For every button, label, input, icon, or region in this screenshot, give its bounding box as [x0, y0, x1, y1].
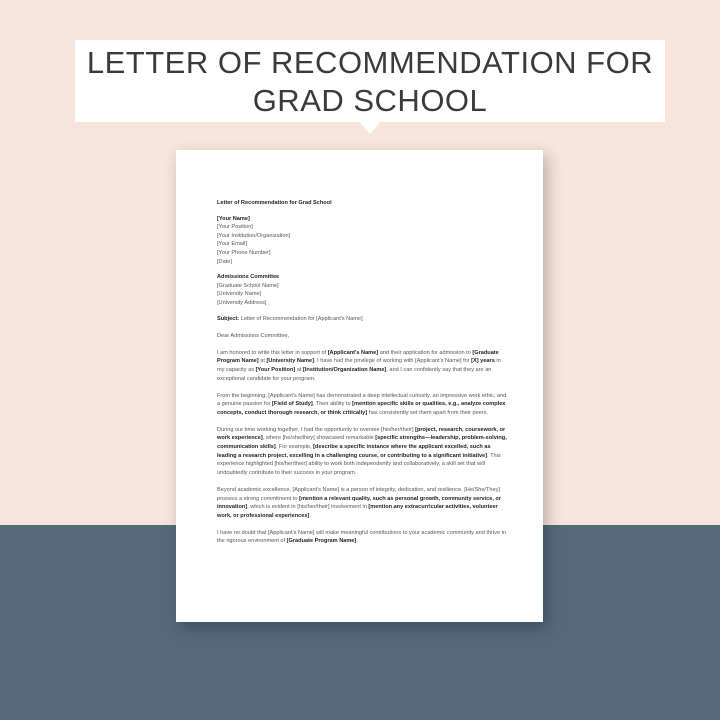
- subject-text: Letter of Recommendation for [Applicant's Name]: [239, 315, 363, 322]
- paragraph-text: Beyond academic excellence, [Applicant's Name] is a person of integrity, dedication, and resilience. [He/She/They] possess a strong commitment to: [217, 486, 500, 502]
- banner-pointer: [358, 120, 382, 134]
- paragraph-text: , where [he/she/they] showcased remarkable: [262, 435, 376, 442]
- paragraph-text: From the beginning, [Applicant's Name] has demonstrated a deep intellectual curiosity, an impressive work ethic, and a genuine passion for: [217, 392, 507, 408]
- placeholder-bold-text: [mention any extracurricular activities, volunteer work, or professional experiences]: [217, 504, 498, 519]
- placeholder-bold-text: [Institution/Organization Name]: [303, 366, 387, 373]
- paragraph-text: , and I can confidently say that they are an exceptional candidate for your program.: [217, 366, 492, 382]
- sender-line: [Your Institution/Organization]: [217, 232, 291, 239]
- letter-title: Letter of Recommendation for Grad School: [217, 200, 332, 206]
- recipient-name: Admissions Committee: [217, 274, 280, 281]
- paragraph-text: .: [356, 538, 358, 545]
- letter-paragraphs: [217, 349, 507, 546]
- sender-name: [Your Name]: [217, 215, 250, 222]
- paragraph-text: .: [309, 512, 311, 519]
- letter-paragraph: [217, 392, 507, 418]
- paragraph-text: in my capacity as: [217, 358, 501, 373]
- recipient-line: [University Address]: [217, 299, 267, 306]
- placeholder-bold-text: [Applicant's Name]: [327, 349, 379, 356]
- paragraph-text: . Their ability to: [312, 401, 353, 408]
- sender-block: [217, 215, 507, 267]
- placeholder-bold-text: [Graduate Program Name]: [286, 538, 357, 545]
- placeholder-bold-text: [specific strengths—leadership, problem-solving, communication skills]: [217, 435, 507, 451]
- placeholder-bold-text: [Your Position]: [255, 366, 296, 373]
- sender-line: [Your Email]: [217, 241, 247, 248]
- placeholder-bold-text: [X] years: [471, 358, 495, 365]
- recipient-line: [Graduate School Name]: [217, 282, 279, 289]
- placeholder-bold-text: [Field of Study]: [272, 401, 313, 408]
- paragraph-text: at: [258, 358, 267, 365]
- title-banner: [75, 40, 665, 122]
- paragraph-text: at: [295, 366, 304, 373]
- paragraph-text: During our time working together, I had the opportunity to oversee [his/her/their]: [217, 426, 416, 433]
- letter-paragraph: [217, 349, 507, 383]
- placeholder-bold-text: [describe a specific instance where the applicant excelled, such as leading a research project, excelling in a challenging course, or contributing to a significant initiative]: [217, 444, 491, 459]
- letter-paragraph: [217, 426, 507, 478]
- paragraph-text: . I have had the privilege of working with [Applicant's Name] for: [314, 358, 472, 365]
- paragraph-text: has consistently set them apart from their peers.: [367, 409, 489, 416]
- paragraph-text: . For example,: [275, 444, 314, 451]
- paragraph-text: and their application for admission to: [378, 349, 473, 356]
- recipient-line: [University Name]: [217, 291, 262, 298]
- paragraph-text: , which is evident in [his/her/their] involvement in: [247, 504, 369, 511]
- placeholder-bold-text: [project, research, coursework, or work experience]: [217, 426, 506, 442]
- placeholder-bold-text: [mention a relevant quality, such as personal growth, community service, or innovation]: [217, 495, 502, 511]
- paragraph-text: I am honored to write this letter in support of: [217, 349, 328, 356]
- placeholder-bold-text: [Graduate Program Name]: [217, 349, 499, 365]
- salutation: Dear Admissions Committee,: [217, 332, 290, 339]
- subject-label: Subject:: [217, 315, 240, 322]
- subject-line: [217, 315, 507, 324]
- banner-title-line-2: GRAD SCHOOL: [252, 83, 488, 118]
- sender-line: [Your Phone Number]: [217, 249, 271, 256]
- paragraph-text: . This experience highlighted [his/her/their] ability to work both independently and collaboratively, a skill set that will undoubtedly contribute to their success in your program.: [217, 452, 501, 476]
- banner-title-line-1: LETTER OF RECOMMENDATION FOR: [86, 45, 654, 80]
- placeholder-bold-text: [University Name]: [266, 358, 315, 365]
- recipient-block: [217, 273, 507, 307]
- sender-line: [Your Position]: [217, 224, 253, 231]
- letter-page: [176, 150, 543, 622]
- letter-paragraph: [217, 529, 507, 546]
- sender-line: [Date]: [217, 258, 232, 265]
- placeholder-bold-text: [mention specific skills or qualities, e.g., analyze complex concepts, conduct thorough research, or think critically]: [217, 401, 506, 416]
- letter-body: [217, 199, 507, 555]
- letter-paragraph: [217, 486, 507, 520]
- paragraph-text: I have no doubt that [Applicant's Name] will make meaningful contributions to your academic community and thrive in the rigorous environment of: [217, 529, 506, 545]
